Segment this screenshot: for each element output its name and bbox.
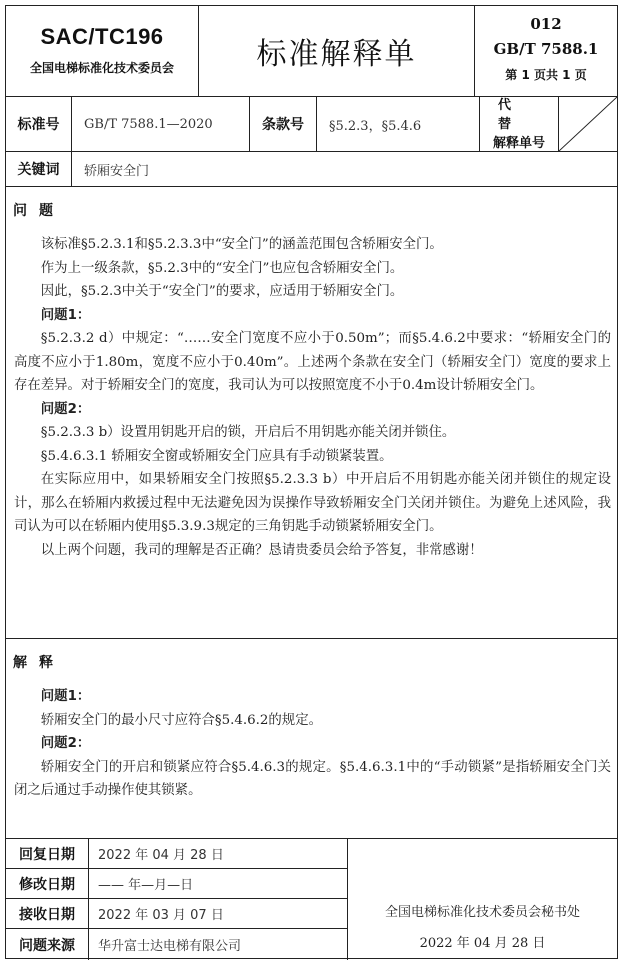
question-paragraph: 因此，§5.2.3中关于“安全门”的要求，应适用于轿厢安全门。 (40, 284, 404, 299)
reply-date-row (6, 839, 347, 869)
revise-date-value: —— 年—月—日 (98, 878, 194, 893)
revise-date-label: 修改日期 (6, 869, 89, 898)
dates-table (6, 839, 348, 960)
question-section (6, 187, 617, 639)
signature-cell (348, 839, 617, 960)
signature-org: 全国电梯标准化技术委员会秘书处 (384, 905, 580, 920)
committee-code: SAC/TC196 (40, 24, 164, 49)
keyword-value: 轿厢安全门 (84, 163, 150, 179)
answer-body (14, 685, 611, 803)
doc-info-cell (475, 6, 617, 96)
signature-date: 2022 年 04 月 28 日 (419, 936, 546, 951)
question-paragraph: 该标准§5.2.3.1和§5.2.3.3中“安全门”的涵盖范围包含轿厢安全门。 (40, 237, 443, 252)
question-title: 问题 (13, 203, 65, 219)
standard-value: GB/T 7588.1—2020 (72, 97, 250, 151)
question-2-clause-a: §5.2.3.3 b）设置用钥匙开启的锁，开启后不用钥匙亦能关闭并锁住。 (40, 425, 456, 440)
keyword-label: 关键词 (6, 152, 72, 186)
replace-label-line2: 解释单号 (492, 135, 545, 151)
question-2-label: 问题2： (40, 401, 91, 417)
diagonal-strike (559, 97, 617, 151)
answer-1-text: 轿厢安全门的最小尺寸应符合§5.4.6.2的规定。 (40, 712, 322, 728)
committee-name: 全国电梯标准化技术委员会 (29, 61, 174, 75)
answer-2-label: 问题2： (40, 736, 91, 751)
reply-date-label: 回复日期 (6, 839, 89, 868)
receive-date-row (6, 899, 347, 929)
receive-date-value: 2022 年 03 月 07 日 (98, 908, 224, 923)
header-row (6, 6, 617, 97)
clause-label: 条款号 (250, 97, 317, 151)
keyword-row (6, 152, 617, 187)
source-value: 华升富士达电梯有限公司 (98, 939, 242, 954)
answer-1-label: 问题1： (40, 689, 91, 704)
reply-date-value: 2022 年 04 月 28 日 (98, 848, 224, 863)
footer-section (6, 839, 617, 960)
committee-cell (6, 6, 199, 96)
title-cell (199, 6, 475, 96)
document-title: 标准解释单 (256, 37, 417, 72)
answer-2-text: 轿厢安全门的开启和锁紧应符合§5.4.6.3的规定。§5.4.6.3.1中的“手动锁紧”是指轿厢安全门关闭之后通过手动操作使其锁紧。 (14, 759, 611, 798)
doc-standard: GB/T 7588.1 (493, 40, 599, 58)
replace-label (480, 97, 559, 151)
page-info: 第 1 页共 1 页 (505, 68, 587, 82)
standard-row (6, 97, 617, 152)
standard-label: 标准号 (6, 97, 72, 151)
doc-number: 012 (530, 15, 562, 33)
clause-value: §5.2.3，§5.4.6 (317, 97, 480, 151)
question-2-text: 在实际应用中，如果轿厢安全门按照§5.2.3.3 b）中开启后不用钥匙亦能关闭并锁住的规定设计，那么在轿厢内救援过程中无法避免因为误操作导致轿厢安全门关闭并锁住。为避免上述风险，我司认为可以在轿厢内使用§5.3.9.3规定的三角钥匙手动锁紧轿厢安全门。 (14, 472, 611, 534)
question-closing: 以上两个问题，我司的理解是否正确？恳请贵委员会给予答复，非常感谢！ (40, 542, 483, 558)
replace-value-empty (559, 97, 617, 151)
question-1-label: 问题1： (40, 307, 91, 323)
replace-label-line1: 代替 (498, 97, 530, 132)
interpretation-sheet (5, 5, 618, 959)
question-body (14, 233, 611, 562)
source-label: 问题来源 (6, 929, 89, 960)
question-2-clause-b: §5.4.6.3.1 轿厢安全窗或轿厢安全门应具有手动锁紧装置。 (40, 448, 393, 464)
answer-section (6, 639, 617, 839)
question-paragraph: 作为上一级条款，§5.2.3中的“安全门”也应包含轿厢安全门。 (40, 260, 404, 276)
question-1-text: §5.2.3.2 d）中规定：“……安全门宽度不应小于0.50m”；而§5.4.6.2中要求：“轿厢安全门的高度不应小于1.80m，宽度不应小于0.40m”。上述两个条款在安全门（轿厢安全门）宽度的要求上存在差异。对于轿厢安全门的宽度，我司认为可以按照宽度不小于0.4m设计轿厢安全门。 (14, 331, 611, 393)
source-row (6, 929, 347, 960)
revise-date-row (6, 869, 347, 899)
receive-date-label: 接收日期 (6, 899, 89, 928)
answer-title: 解释 (13, 655, 65, 671)
